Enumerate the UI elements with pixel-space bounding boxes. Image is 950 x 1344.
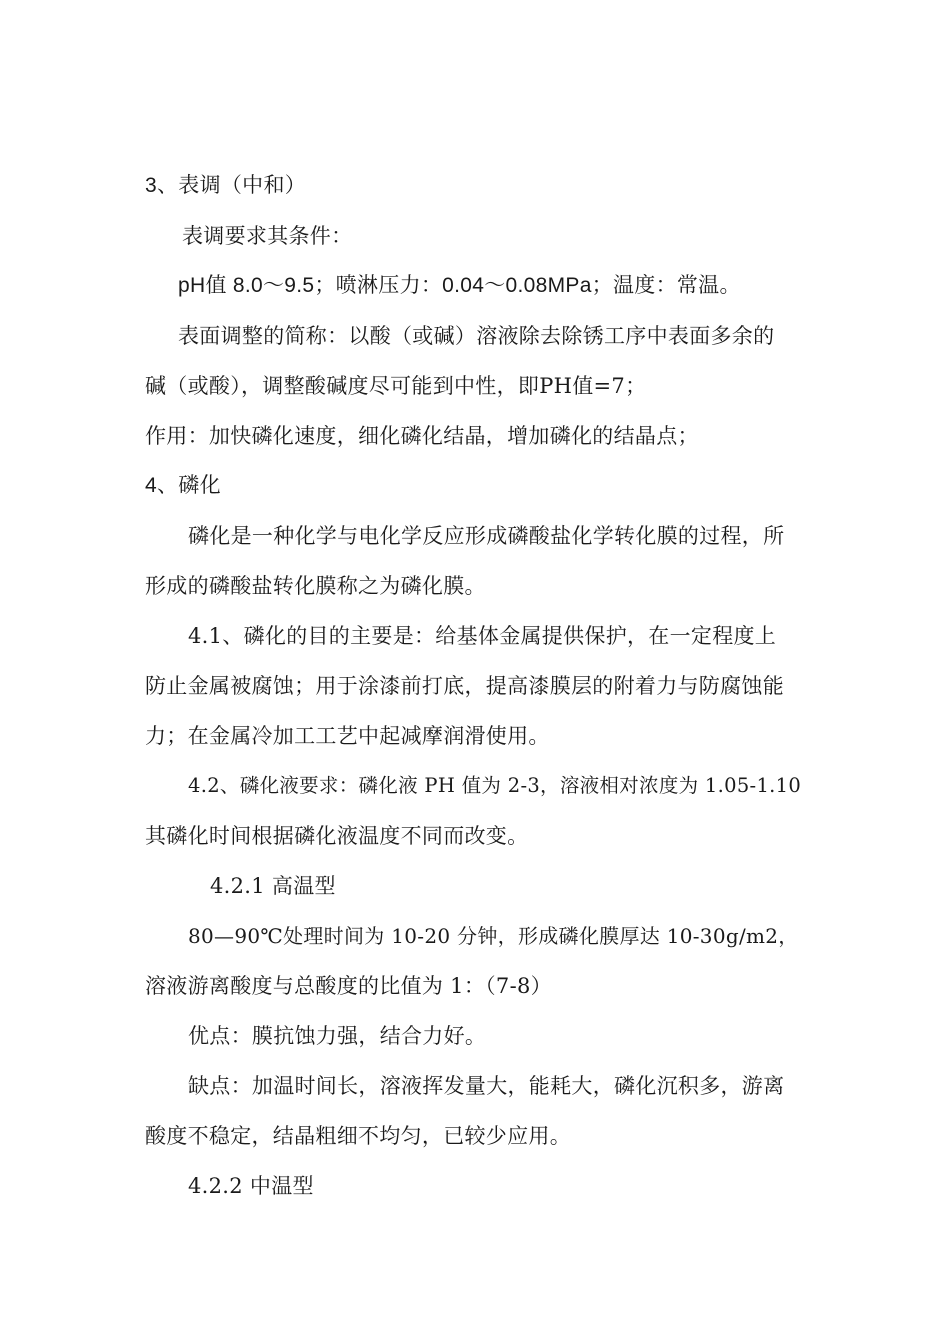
paragraph-line: 防止金属被腐蚀；用于涂漆前打底，提高漆膜层的附着力与防腐蚀能 xyxy=(145,674,784,698)
heading-section-3: 3、表调（中和） xyxy=(145,174,307,197)
paragraph-line: 4.2、磷化液要求：磷化液 PH 值为 2-3，溶液相对浓度为 1.05-1.10 xyxy=(188,774,802,797)
paragraph-line: 磷化是一种化学与电化学反应形成磷酸盐化学转化膜的过程，所 xyxy=(188,524,785,548)
paragraph-line: 优点：膜抗蚀力强，结合力好。 xyxy=(188,1024,487,1048)
paragraph-line: 缺点：加温时间长，溶液挥发量大，能耗大，磷化沉积多，游离 xyxy=(188,1074,785,1098)
paragraph-line: 表面调整的简称：以酸（或碱）溶液除去除锈工序中表面多余的 xyxy=(178,324,775,348)
heading-section-4: 4、磷化 xyxy=(145,474,221,497)
paragraph-line: 碱（或酸），调整酸碱度尽可能到中性，即PH值=7； xyxy=(145,374,647,398)
paragraph-line: 表调要求其条件： xyxy=(182,224,353,248)
paragraph-line: 形成的磷酸盐转化膜称之为磷化膜。 xyxy=(145,574,486,598)
paragraph-line: 力；在金属冷加工工艺中起减摩润滑使用。 xyxy=(145,724,550,748)
subheading-4-2-2: 4.2.2 中温型 xyxy=(188,1174,314,1198)
subheading-4-2-1: 4.2.1 高温型 xyxy=(210,874,336,898)
paragraph-line: 作用：加快磷化速度，细化磷化结晶，增加磷化的结晶点； xyxy=(145,424,699,448)
paragraph-line: 80—90℃处理时间为 10-20 分钟，形成磷化膜厚达 10-30g/m2， xyxy=(188,924,799,948)
paragraph-line: 溶液游离酸度与总酸度的比值为 1：（7-8） xyxy=(145,974,552,998)
paragraph-line: 其磷化时间根据磷化液温度不同而改变。 xyxy=(145,824,529,848)
paragraph-line: 酸度不稳定，结晶粗细不均匀，已较少应用。 xyxy=(145,1124,571,1148)
paragraph-line: pH值 8.0～9.5；喷淋压力：0.04～0.08MPa；温度：常温。 xyxy=(178,274,741,297)
paragraph-line: 4.1、磷化的目的主要是：给基体金属提供保护，在一定程度上 xyxy=(188,624,777,648)
